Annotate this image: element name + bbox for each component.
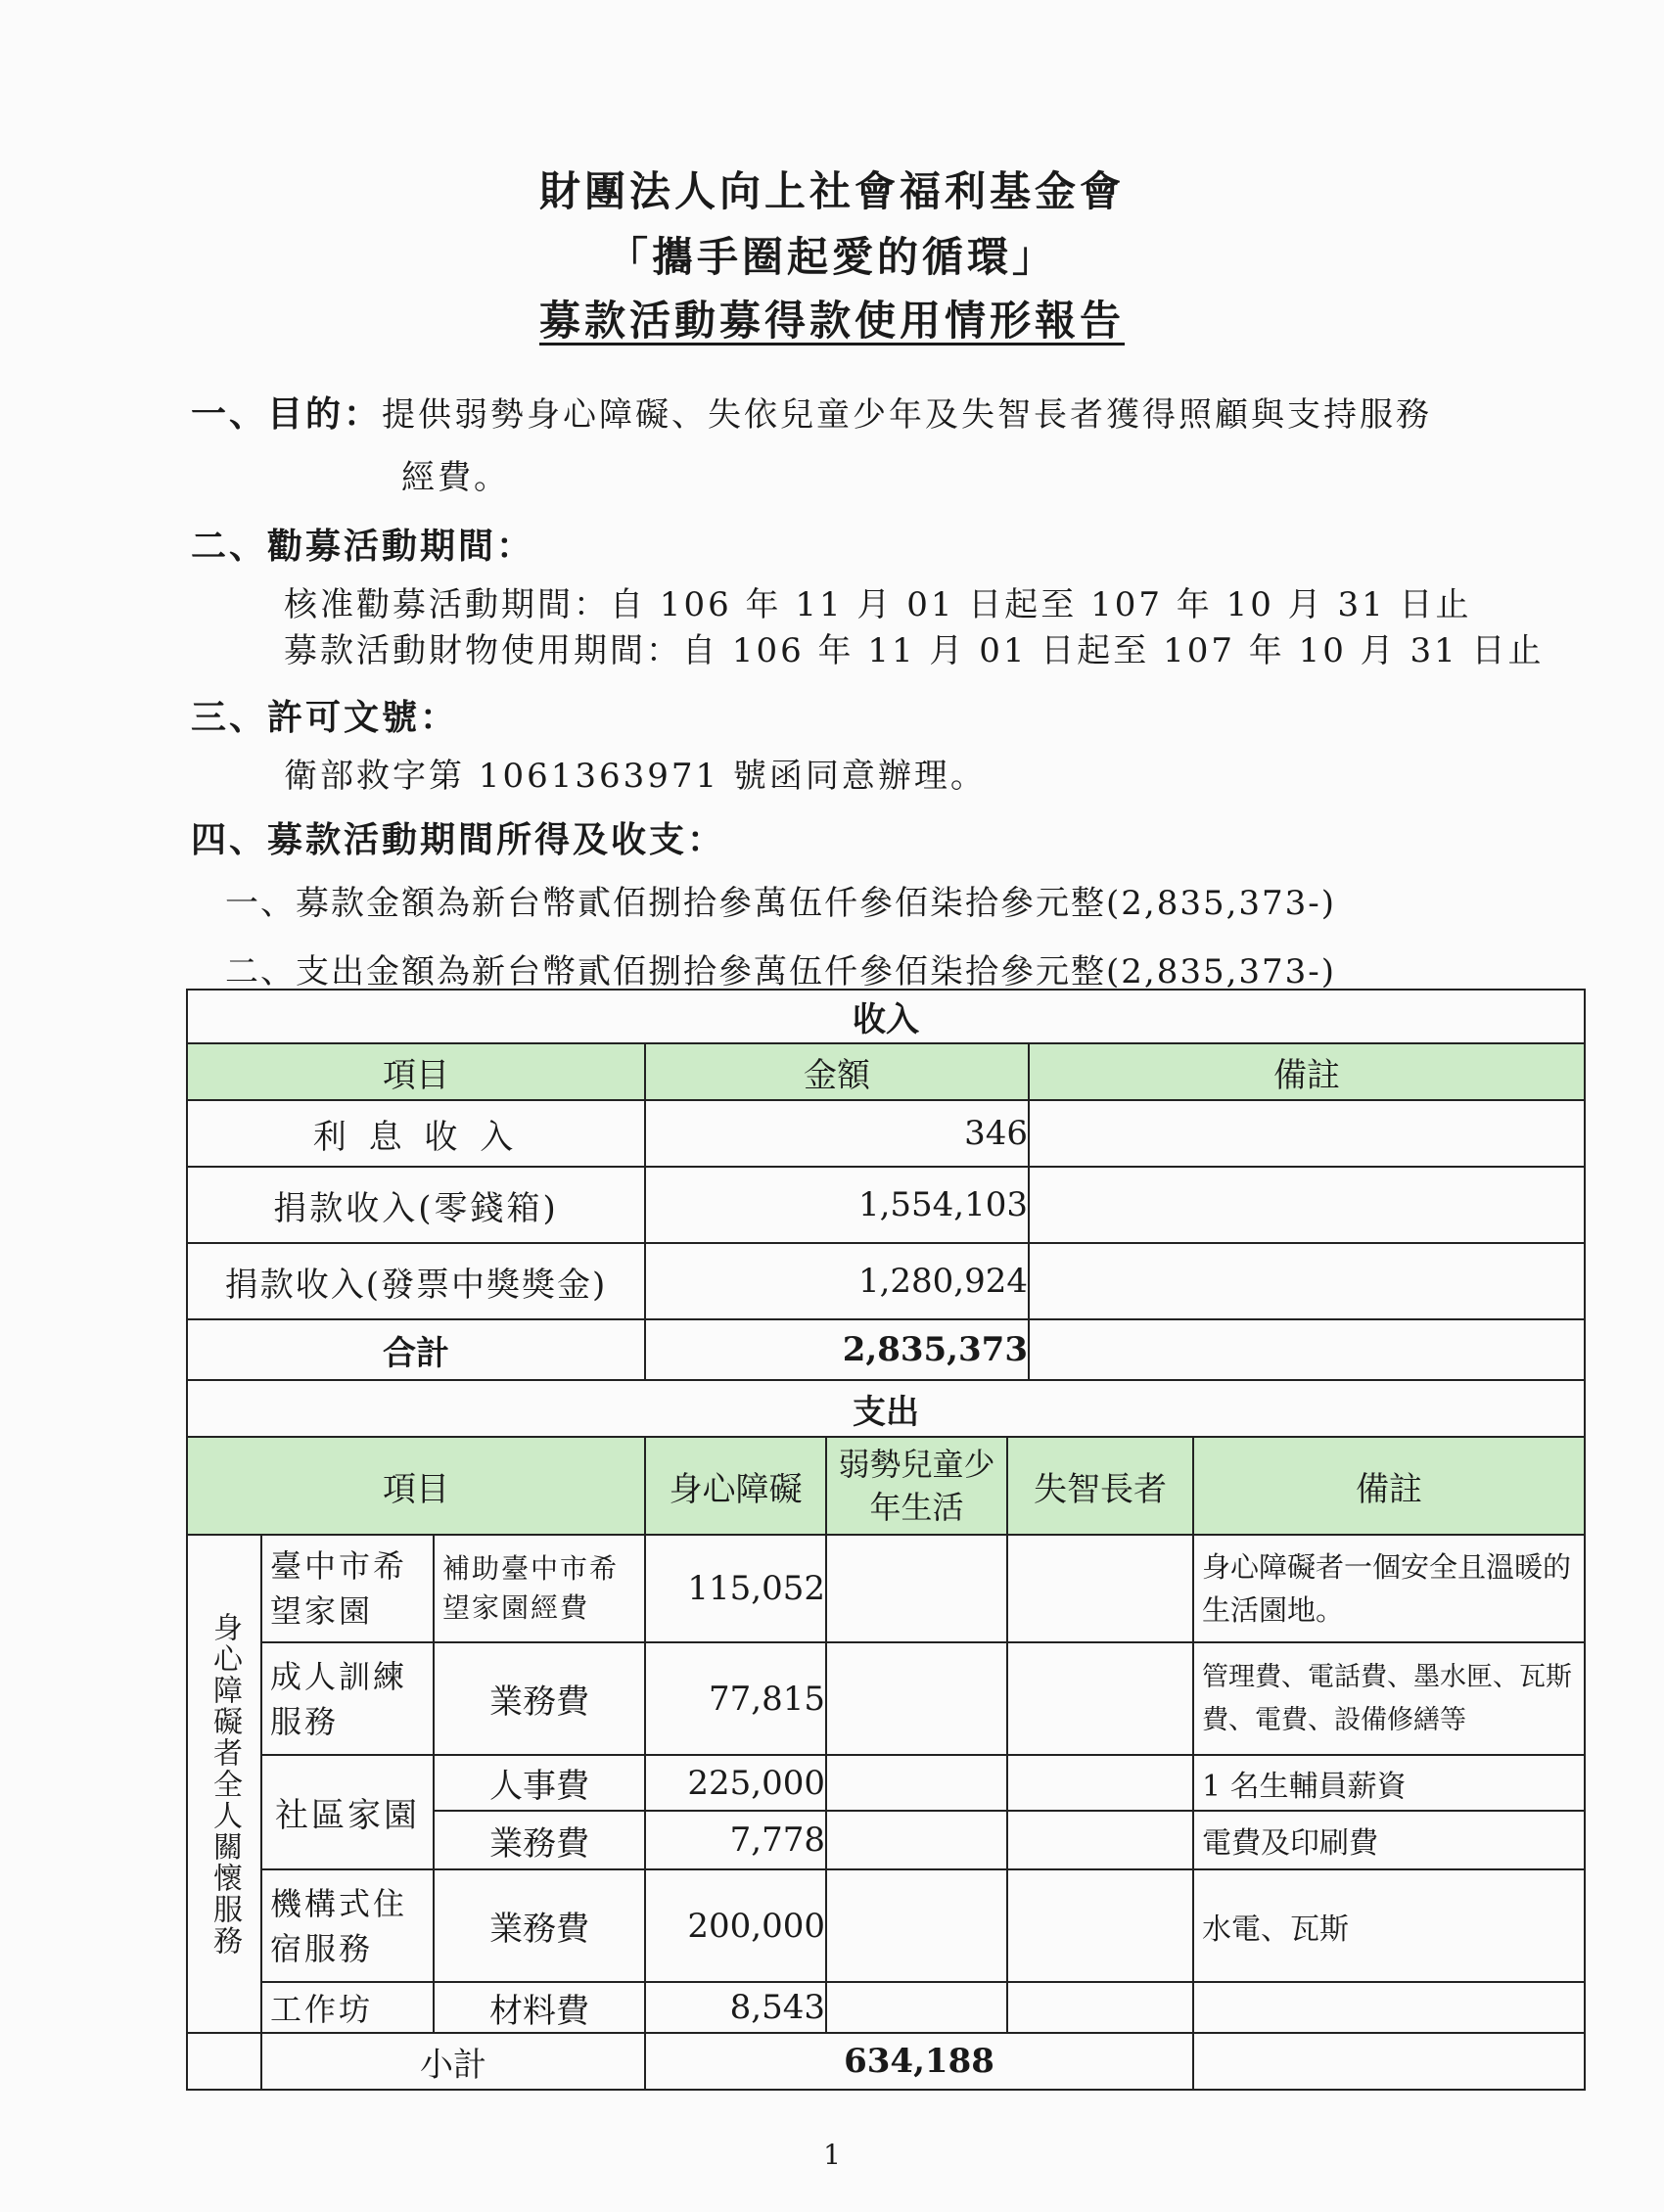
expense-category: 材料費 [434,1982,645,2033]
expense-header-elder: 失智長者 [1007,1437,1193,1535]
purpose-text-line2: 經費。 [401,458,510,497]
expense-note: 電費及印刷費 [1193,1811,1585,1869]
income-item: 捐款收入(零錢箱) [187,1167,645,1243]
section-period-heading: 二、勸募活動期間： [191,526,535,567]
expense-amount: 77,815 [645,1642,826,1755]
expense-unit: 臺中市希望家園 [261,1535,434,1642]
expense-category: 人事費 [434,1755,645,1811]
expense-unit: 成人訓練服務 [261,1642,434,1755]
income-note [1029,1167,1585,1243]
expense-title: 支出 [187,1380,1585,1437]
expense-unit: 社區家園 [261,1755,434,1869]
page-number: 1 [823,2139,841,2171]
expense-category: 補助臺中市希望家園經費 [434,1535,645,1642]
spent-amount: 二、支出金額為新台幣貳佰捌拾參萬伍仟參佰柒拾參元整(2,835,373-) [225,952,1337,991]
expense-amount: 200,000 [645,1869,826,1982]
expense-header-youth: 弱勢兒童少年生活 [826,1437,1007,1535]
raised-amount: 一、募款金額為新台幣貳佰捌拾參萬伍仟參佰柒拾參元整(2,835,373-) [225,884,1337,923]
income-note [1029,1243,1585,1319]
expense-note: 管理費、電話費、墨水匣、瓦斯費、電費、設備修繕等 [1193,1642,1585,1755]
campaign-name: 「攜手圈起愛的循環」 [606,233,1057,281]
expense-amount: 8,543 [645,1982,826,2033]
expense-note [1193,1982,1585,2033]
expense-note: 1 名生輔員薪資 [1193,1755,1585,1811]
expense-unit: 工作坊 [261,1982,434,2033]
income-note [1029,1100,1585,1167]
table-row [187,1869,1585,1982]
expense-header-note: 備註 [1193,1437,1585,1535]
expense-category: 業務費 [434,1869,645,1982]
table-row [187,1100,1585,1167]
permit-number: 衛部救字第 1061363971 號函同意辦理。 [284,757,987,796]
income-amount: 1,554,103 [645,1167,1029,1243]
section-purpose-heading: 一、目的：提供弱勢身心障礙、失依兒童少年及失智長者獲得照顧與支持服務 [191,393,1433,435]
income-total-row [187,1319,1585,1380]
expense-category: 業務費 [434,1642,645,1755]
section-finance-heading: 四、募款活動期間所得及收支： [191,819,726,860]
expense-group-label: 身心障礙者全人關懷服務 [208,1611,242,1957]
income-amount: 1,280,924 [645,1243,1029,1319]
income-header-note: 備註 [1029,1043,1585,1100]
income-header-amount: 金額 [645,1043,1029,1100]
usage-period: 募款活動財物使用期間：自 106 年 11 月 01 日起至 107 年 10 月 31 日止 [284,631,1545,670]
income-table [186,989,1586,1381]
table-row [187,1642,1585,1755]
expense-amount: 225,000 [645,1755,826,1811]
expense-table [186,1379,1586,2091]
expense-note: 身心障礙者一個安全且溫暖的生活園地。 [1193,1535,1585,1642]
org-name: 財團法人向上社會福利基金會 [538,167,1125,215]
income-item: 捐款收入(發票中獎獎金) [187,1243,645,1319]
table-row [187,1167,1585,1243]
income-total-amount: 2,835,373 [645,1319,1029,1380]
section-permit-heading: 三、許可文號： [191,697,459,738]
income-amount: 346 [645,1100,1029,1167]
income-total-label: 合計 [187,1319,645,1380]
table-row [187,1755,1585,1811]
approved-period: 核准勸募活動期間：自 106 年 11 月 01 日起至 107 年 10 月 31 日止 [284,585,1472,624]
table-row [187,1243,1585,1319]
purpose-text-line1: 提供弱勢身心障礙、失依兒童少年及失智長者獲得照顧與支持服務 [382,395,1433,435]
income-header-item: 項目 [187,1043,645,1100]
income-item: 利 息 收 入 [187,1100,645,1167]
report-title: 募款活動募得款使用情形報告 [538,297,1125,345]
expense-amount: 115,052 [645,1535,826,1642]
expense-amount: 7,778 [645,1811,826,1869]
expense-subtotal-label: 小計 [261,2033,645,2090]
expense-subtotal-amount: 634,188 [645,2033,1193,2090]
expense-category: 業務費 [434,1811,645,1869]
expense-subtotal-row [187,2033,1585,2090]
table-row [187,1535,1585,1642]
income-title: 收入 [187,990,1585,1043]
expense-header-item: 項目 [187,1437,645,1535]
expense-note: 水電、瓦斯 [1193,1869,1585,1982]
expense-unit: 機構式住宿服務 [261,1869,434,1982]
table-row [187,1982,1585,2033]
expense-header-disability: 身心障礙 [645,1437,826,1535]
